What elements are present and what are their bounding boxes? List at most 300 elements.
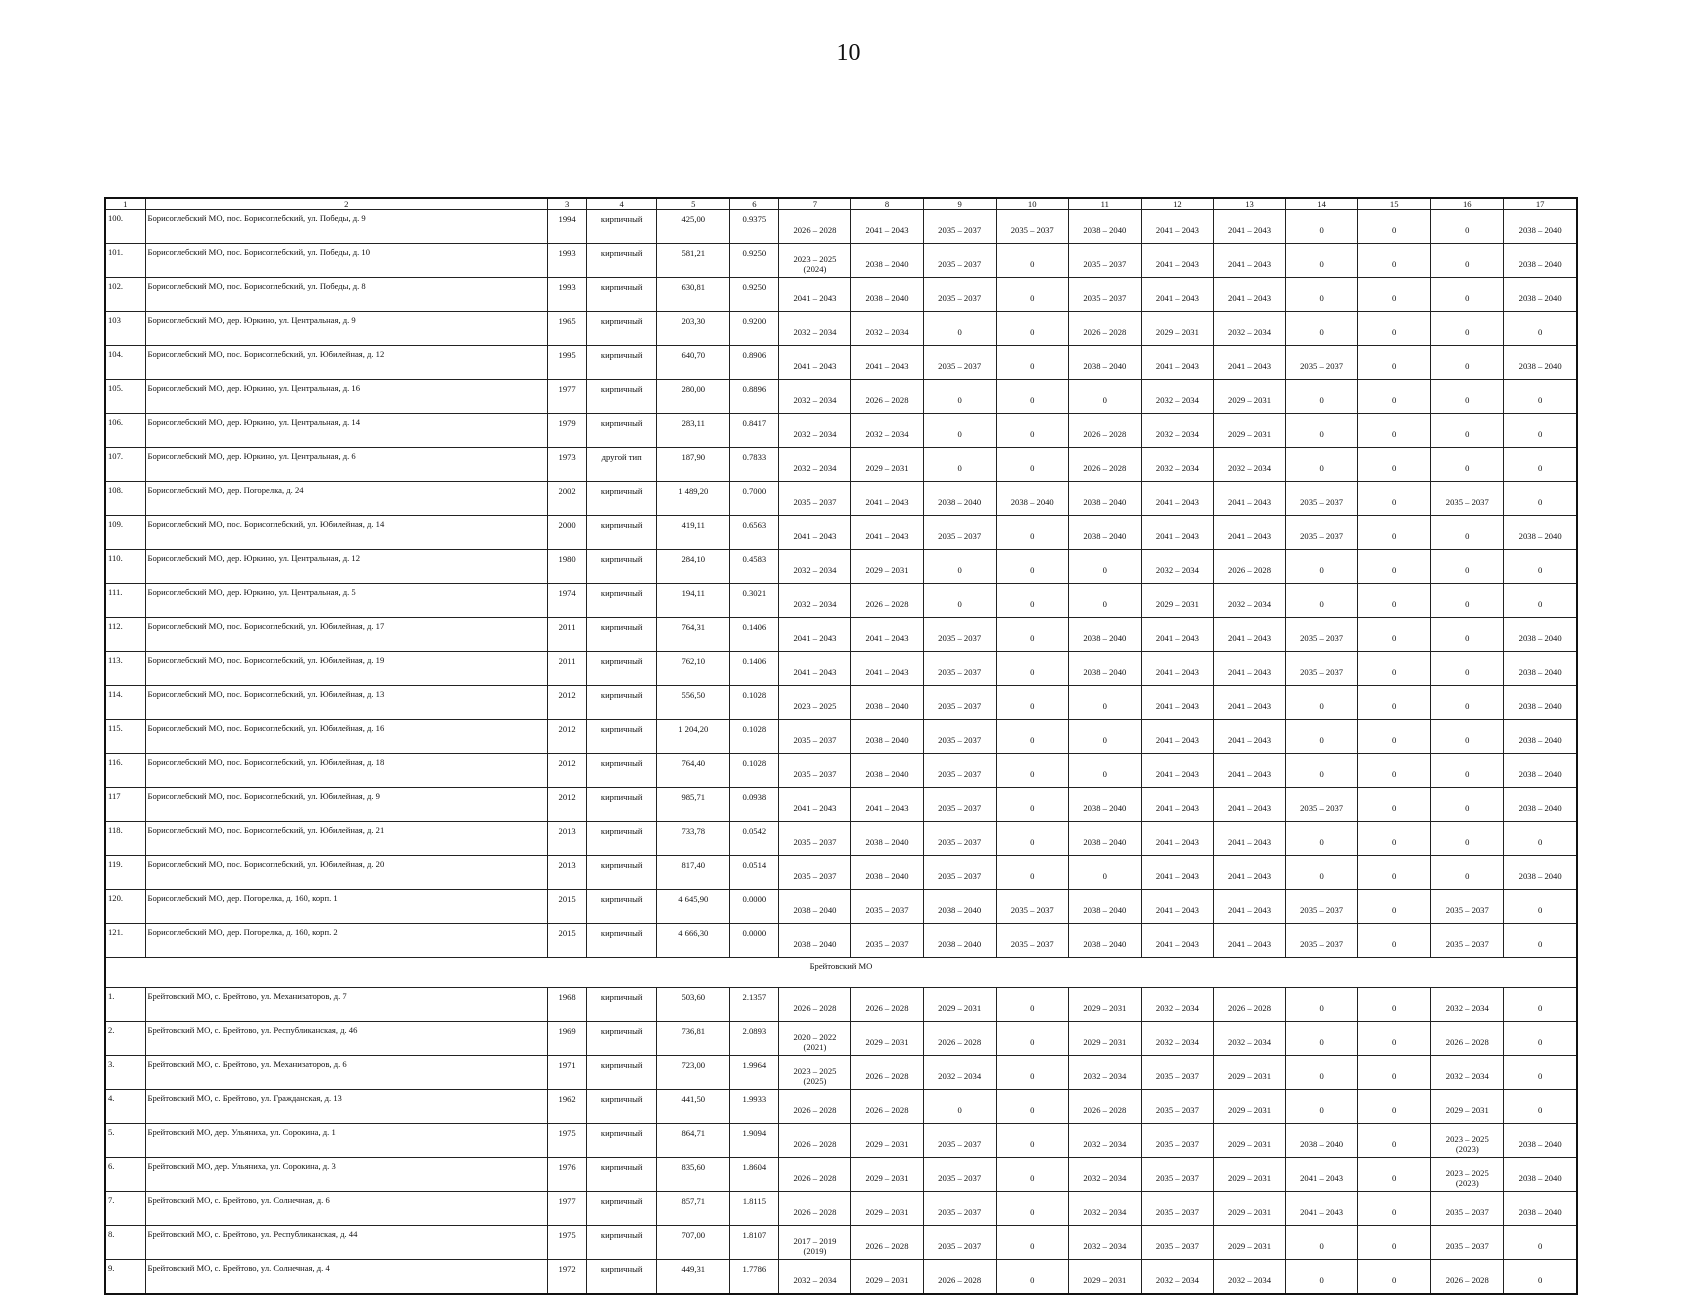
table-row <box>105 346 1577 380</box>
table-cell: 0 <box>1286 1260 1358 1295</box>
table-row <box>105 278 1577 312</box>
table-cell: 2035 – 2037 <box>1286 924 1358 958</box>
address-cell: Брейтовский МО, с. Брейтово, ул. Республиканская, д. 46 <box>145 1022 548 1056</box>
table-cell: кирпичный <box>587 686 657 720</box>
table-cell: 2041 – 2043 <box>1213 686 1285 720</box>
table-cell: 2032 – 2034 <box>1068 1158 1141 1192</box>
table-cell: 2035 – 2037 <box>1068 278 1141 312</box>
table-cell: 2038 – 2040 <box>851 244 923 278</box>
column-number: 15 <box>1358 198 1431 210</box>
table-cell: 0 <box>1431 618 1504 652</box>
table-cell: 2041 – 2043 <box>1213 516 1285 550</box>
table-cell: 0 <box>1504 822 1577 856</box>
address-cell: Борисоглебский МО, пос. Борисоглебский, ул. Юбилейная, д. 21 <box>145 822 548 856</box>
table-cell: 2035 – 2037 <box>1286 652 1358 686</box>
table-cell: 2041 – 2043 <box>1141 210 1213 244</box>
table-cell: 2011 <box>548 618 587 652</box>
table-cell: 2032 – 2034 <box>1213 448 1285 482</box>
table-cell: 2002 <box>548 482 587 516</box>
table-cell: 2032 – 2034 <box>1141 414 1213 448</box>
table-cell: 0 <box>1431 720 1504 754</box>
table-cell: 2041 – 2043 <box>1213 822 1285 856</box>
address-cell: Брейтовский МО, с. Брейтово, ул. Механизаторов, д. 7 <box>145 988 548 1022</box>
table-cell: 0 <box>1358 988 1431 1022</box>
table-cell: кирпичный <box>587 1260 657 1295</box>
table-cell: 2029 – 2031 <box>1213 380 1285 414</box>
table-cell: 2029 – 2031 <box>1068 1022 1141 1056</box>
table-cell: 2035 – 2037 <box>1141 1158 1213 1192</box>
table-cell: 0 <box>1286 244 1358 278</box>
table-cell: 2035 – 2037 <box>779 720 851 754</box>
table-cell: 2035 – 2037 <box>923 856 996 890</box>
table-cell: 2029 – 2031 <box>1068 988 1141 1022</box>
table-cell: кирпичный <box>587 1090 657 1124</box>
table-cell: 2013 <box>548 822 587 856</box>
table-cell: 2035 – 2037 <box>1141 1056 1213 1090</box>
table-cell: 4 645,90 <box>657 890 730 924</box>
table-cell: 0.0000 <box>730 890 779 924</box>
table-cell: 2032 – 2034 <box>779 414 851 448</box>
table-cell: 2035 – 2037 <box>996 924 1068 958</box>
table-cell: кирпичный <box>587 1226 657 1260</box>
table-cell: 2026 – 2028 <box>1068 312 1141 346</box>
table-cell: 2032 – 2034 <box>1141 380 1213 414</box>
table-cell: 2041 – 2043 <box>1141 652 1213 686</box>
table-row <box>105 448 1577 482</box>
table-cell: 2038 – 2040 <box>1068 822 1141 856</box>
address-cell: Борисоглебский МО, дер. Юркино, ул. Центральная, д. 5 <box>145 584 548 618</box>
table-cell: 2035 – 2037 <box>779 822 851 856</box>
table-cell: 0 <box>996 380 1068 414</box>
table-cell: 2029 – 2031 <box>851 1022 923 1056</box>
table-row <box>105 550 1577 584</box>
page-number: 10 <box>836 40 861 66</box>
table-cell: 2038 – 2040 <box>779 924 851 958</box>
table-cell: 2035 – 2037 <box>923 686 996 720</box>
table-cell: 0.8417 <box>730 414 779 448</box>
table-cell: 1971 <box>548 1056 587 1090</box>
table-cell: 0 <box>1358 1226 1431 1260</box>
table-row <box>105 988 1577 1022</box>
table-cell: 2041 – 2043 <box>1213 856 1285 890</box>
table-cell: 864,71 <box>657 1124 730 1158</box>
address-cell: Борисоглебский МО, дер. Юркино, ул. Центральная, д. 6 <box>145 448 548 482</box>
table-cell: 2026 – 2028 <box>851 1090 923 1124</box>
table-cell: 707,00 <box>657 1226 730 1260</box>
table-cell: 2020 – 2022 (2021) <box>779 1022 851 1056</box>
table-cell: 2038 – 2040 <box>1504 210 1577 244</box>
table-cell: 0 <box>1358 1158 1431 1192</box>
row-number: 118. <box>105 822 145 856</box>
address-cell: Борисоглебский МО, пос. Борисоглебский, ул. Юбилейная, д. 19 <box>145 652 548 686</box>
table-cell: 0 <box>1286 278 1358 312</box>
housing-table <box>104 197 1578 1295</box>
address-cell: Брейтовский МО, с. Брейтово, ул. Механизаторов, д. 6 <box>145 1056 548 1090</box>
table-cell: 0 <box>1286 856 1358 890</box>
table-cell: 0 <box>1504 414 1577 448</box>
table-cell: 630,81 <box>657 278 730 312</box>
table-cell: 556,50 <box>657 686 730 720</box>
table-cell: 2038 – 2040 <box>851 754 923 788</box>
table-cell: 0 <box>923 1090 996 1124</box>
table-cell: 2041 – 2043 <box>1213 924 1285 958</box>
row-number: 105. <box>105 380 145 414</box>
table-cell: 0 <box>1358 856 1431 890</box>
table-cell: 1979 <box>548 414 587 448</box>
table-cell: 2035 – 2037 <box>1068 244 1141 278</box>
table-cell: 2038 – 2040 <box>1504 516 1577 550</box>
table-cell: 2038 – 2040 <box>1068 346 1141 380</box>
table-cell: 2038 – 2040 <box>1504 1158 1577 1192</box>
table-cell: 2038 – 2040 <box>851 822 923 856</box>
table-row <box>105 1022 1577 1056</box>
table-cell: 2035 – 2037 <box>1431 890 1504 924</box>
table-cell: 0 <box>1286 686 1358 720</box>
table-cell: 0 <box>1504 482 1577 516</box>
table-cell: кирпичный <box>587 516 657 550</box>
table-cell: 0 <box>1504 1226 1577 1260</box>
table-cell: 2035 – 2037 <box>923 652 996 686</box>
table-cell: 419,11 <box>657 516 730 550</box>
table-cell: 2011 <box>548 652 587 686</box>
table-cell: 1.9964 <box>730 1056 779 1090</box>
table-cell: 2038 – 2040 <box>1068 210 1141 244</box>
table-cell: 2032 – 2034 <box>1141 988 1213 1022</box>
table-cell: 2032 – 2034 <box>779 448 851 482</box>
table-row <box>105 618 1577 652</box>
address-cell: Борисоглебский МО, пос. Борисоглебский, ул. Победы, д. 8 <box>145 278 548 312</box>
table-cell: 2041 – 2043 <box>1141 890 1213 924</box>
table-cell: 0.1028 <box>730 720 779 754</box>
table-cell: 2038 – 2040 <box>1068 516 1141 550</box>
table-cell: 2026 – 2028 <box>923 1022 996 1056</box>
table-cell: 1980 <box>548 550 587 584</box>
address-cell: Брейтовский МО, с. Брейтово, ул. Солнечная, д. 4 <box>145 1260 548 1295</box>
table-cell: 2035 – 2037 <box>1431 1226 1504 1260</box>
table-cell: 2023 – 2025 <box>779 686 851 720</box>
table-cell: 2026 – 2028 <box>779 1192 851 1226</box>
table-cell: 441,50 <box>657 1090 730 1124</box>
table-cell: 0 <box>1286 720 1358 754</box>
table-cell: 2041 – 2043 <box>1141 618 1213 652</box>
table-cell: 0 <box>1358 1056 1431 1090</box>
table-cell: 2041 – 2043 <box>851 618 923 652</box>
table-cell: кирпичный <box>587 278 657 312</box>
table-cell: 0 <box>1431 686 1504 720</box>
row-number: 107. <box>105 448 145 482</box>
table-cell: 2041 – 2043 <box>851 210 923 244</box>
table-cell: 2013 <box>548 856 587 890</box>
table-cell: 2041 – 2043 <box>779 618 851 652</box>
table-cell: 1.9933 <box>730 1090 779 1124</box>
column-number: 5 <box>657 198 730 210</box>
table-cell: кирпичный <box>587 618 657 652</box>
table-cell: 0 <box>1286 1056 1358 1090</box>
table-cell: 2038 – 2040 <box>1068 788 1141 822</box>
row-number: 102. <box>105 278 145 312</box>
table-cell: 2038 – 2040 <box>1504 788 1577 822</box>
row-number: 117 <box>105 788 145 822</box>
table-cell: 2012 <box>548 754 587 788</box>
column-number: 16 <box>1431 198 1504 210</box>
table-cell: 0 <box>996 346 1068 380</box>
table-cell: 2032 – 2034 <box>1141 550 1213 584</box>
table-cell: 2038 – 2040 <box>1286 1124 1358 1158</box>
table-cell: 2038 – 2040 <box>1504 1192 1577 1226</box>
table-cell: 0 <box>1431 822 1504 856</box>
table-cell: 2026 – 2028 <box>779 988 851 1022</box>
table-cell: 2038 – 2040 <box>1504 278 1577 312</box>
table-cell: 2038 – 2040 <box>996 482 1068 516</box>
table-cell: 0 <box>996 686 1068 720</box>
table-cell: 2041 – 2043 <box>1213 788 1285 822</box>
table-cell: кирпичный <box>587 210 657 244</box>
table-cell: 0 <box>996 822 1068 856</box>
table-cell: 0 <box>1358 244 1431 278</box>
table-cell: 0 <box>1431 856 1504 890</box>
table-cell: 2035 – 2037 <box>1141 1226 1213 1260</box>
table-cell: 2041 – 2043 <box>1141 346 1213 380</box>
column-number: 1 <box>105 198 145 210</box>
table-cell: 2032 – 2034 <box>1068 1124 1141 1158</box>
table-cell: 0 <box>996 278 1068 312</box>
table-cell: кирпичный <box>587 652 657 686</box>
table-cell: 723,00 <box>657 1056 730 1090</box>
table-cell: 640,70 <box>657 346 730 380</box>
table-cell: 194,11 <box>657 584 730 618</box>
table-cell: 2029 – 2031 <box>1431 1090 1504 1124</box>
table-cell: 2041 – 2043 <box>1141 788 1213 822</box>
table-cell: 2026 – 2028 <box>779 210 851 244</box>
table-cell: 1965 <box>548 312 587 346</box>
table-cell: 280,00 <box>657 380 730 414</box>
table-cell: 2029 – 2031 <box>851 1260 923 1295</box>
table-cell: 1975 <box>548 1124 587 1158</box>
table-cell: 1994 <box>548 210 587 244</box>
row-number: 3. <box>105 1056 145 1090</box>
row-number: 109. <box>105 516 145 550</box>
table-row <box>105 516 1577 550</box>
table-cell: 0 <box>1358 346 1431 380</box>
table-cell: 0 <box>996 448 1068 482</box>
table-cell: 0 <box>1431 516 1504 550</box>
table-cell: 0 <box>1068 584 1141 618</box>
table-cell: 2026 – 2028 <box>1068 1090 1141 1124</box>
table-cell: 2041 – 2043 <box>1141 244 1213 278</box>
table-cell: 2035 – 2037 <box>923 1124 996 1158</box>
address-cell: Борисоглебский МО, дер. Погорелка, д. 24 <box>145 482 548 516</box>
table-cell: 0 <box>996 754 1068 788</box>
table-cell: 2029 – 2031 <box>851 448 923 482</box>
table-cell: 0.8896 <box>730 380 779 414</box>
address-cell: Борисоглебский МО, дер. Погорелка, д. 160, корп. 1 <box>145 890 548 924</box>
table-cell: 764,40 <box>657 754 730 788</box>
table-cell: 0 <box>1358 788 1431 822</box>
table-row <box>105 1226 1577 1260</box>
row-number: 9. <box>105 1260 145 1295</box>
table-cell: другой тип <box>587 448 657 482</box>
table-cell: 2032 – 2034 <box>1068 1226 1141 1260</box>
table-cell: 2041 – 2043 <box>1213 244 1285 278</box>
table-cell: 0 <box>1286 1226 1358 1260</box>
table-cell: 2015 <box>548 924 587 958</box>
table-cell: 0 <box>1358 482 1431 516</box>
table-cell: 2035 – 2037 <box>1286 482 1358 516</box>
table-cell: 0 <box>1504 1056 1577 1090</box>
table-cell: 2029 – 2031 <box>1213 1226 1285 1260</box>
table-cell: 0 <box>1358 516 1431 550</box>
table-cell: 857,71 <box>657 1192 730 1226</box>
table-cell: 2032 – 2034 <box>779 550 851 584</box>
table-cell: 0 <box>1358 1090 1431 1124</box>
table-cell: 2029 – 2031 <box>923 988 996 1022</box>
table-cell: 1962 <box>548 1090 587 1124</box>
table-cell: 2041 – 2043 <box>779 346 851 380</box>
table-cell: 0 <box>996 652 1068 686</box>
column-number: 7 <box>779 198 851 210</box>
table-cell: 2041 – 2043 <box>1141 924 1213 958</box>
table-cell: 2035 – 2037 <box>1286 516 1358 550</box>
table-cell: 0.7000 <box>730 482 779 516</box>
table-cell: 2035 – 2037 <box>923 720 996 754</box>
table-cell: 2032 – 2034 <box>1141 1022 1213 1056</box>
table-cell: 0.9250 <box>730 278 779 312</box>
table-cell: 2035 – 2037 <box>1286 788 1358 822</box>
table-row <box>105 244 1577 278</box>
table-cell: 2038 – 2040 <box>779 890 851 924</box>
table-cell: 1968 <box>548 988 587 1022</box>
table-row <box>105 1260 1577 1295</box>
table-cell: 0 <box>996 1226 1068 1260</box>
address-cell: Брейтовский МО, дер. Ульяниха, ул. Сорокина, д. 3 <box>145 1158 548 1192</box>
table-cell: 0 <box>1286 1090 1358 1124</box>
table-cell: 2035 – 2037 <box>1431 1192 1504 1226</box>
table-row <box>105 1192 1577 1226</box>
table-cell: 2026 – 2028 <box>779 1124 851 1158</box>
table-cell: 2029 – 2031 <box>1213 414 1285 448</box>
table-cell: 2041 – 2043 <box>1141 754 1213 788</box>
table-cell: 2041 – 2043 <box>779 788 851 822</box>
table-cell: 0 <box>1431 584 1504 618</box>
table-row <box>105 210 1577 244</box>
table-cell: 0.1028 <box>730 686 779 720</box>
table-cell: 2038 – 2040 <box>851 686 923 720</box>
table-cell: 1976 <box>548 1158 587 1192</box>
table-cell: 2032 – 2034 <box>1141 1260 1213 1295</box>
table-cell: 0 <box>996 244 1068 278</box>
table-cell: 2.1357 <box>730 988 779 1022</box>
table-cell: 2029 – 2031 <box>1213 1158 1285 1192</box>
row-number: 113. <box>105 652 145 686</box>
table-cell: 0.1406 <box>730 652 779 686</box>
table-cell: 0 <box>1431 380 1504 414</box>
table-row <box>105 1090 1577 1124</box>
table-cell: кирпичный <box>587 754 657 788</box>
table-body <box>105 198 1577 1294</box>
table-cell: 0.3021 <box>730 584 779 618</box>
table-cell: 0 <box>1358 618 1431 652</box>
table-cell: 284,10 <box>657 550 730 584</box>
row-number: 108. <box>105 482 145 516</box>
table-cell: 0 <box>1504 1090 1577 1124</box>
table-cell: 2012 <box>548 720 587 754</box>
table-cell: кирпичный <box>587 482 657 516</box>
table-cell: 2041 – 2043 <box>1141 856 1213 890</box>
table-cell: 0 <box>1431 210 1504 244</box>
table-cell: 0 <box>1358 312 1431 346</box>
table-cell: 2041 – 2043 <box>1141 720 1213 754</box>
table-cell: 1.8115 <box>730 1192 779 1226</box>
table-cell: 0.9250 <box>730 244 779 278</box>
table-cell: 2029 – 2031 <box>1068 1260 1141 1295</box>
table-cell: 2026 – 2028 <box>851 988 923 1022</box>
table-cell: 0.0514 <box>730 856 779 890</box>
table-cell: кирпичный <box>587 584 657 618</box>
table-cell: 0 <box>1358 890 1431 924</box>
address-cell: Борисоглебский МО, пос. Борисоглебский, ул. Юбилейная, д. 17 <box>145 618 548 652</box>
table-row <box>105 822 1577 856</box>
table-cell: 2026 – 2028 <box>1068 414 1141 448</box>
table-cell: 2038 – 2040 <box>1504 720 1577 754</box>
table-cell: 2041 – 2043 <box>1213 754 1285 788</box>
table-cell: 2029 – 2031 <box>851 550 923 584</box>
table-cell: 0 <box>1286 380 1358 414</box>
table-cell: 0 <box>996 1090 1068 1124</box>
table-cell: 2035 – 2037 <box>923 618 996 652</box>
table-cell: 2035 – 2037 <box>923 822 996 856</box>
table-cell: 2038 – 2040 <box>1068 924 1141 958</box>
table-cell: 2026 – 2028 <box>923 1260 996 1295</box>
table-cell: 2041 – 2043 <box>1141 482 1213 516</box>
table-cell: кирпичный <box>587 720 657 754</box>
table-cell: 0 <box>1358 584 1431 618</box>
address-cell: Борисоглебский МО, пос. Борисоглебский, ул. Юбилейная, д. 13 <box>145 686 548 720</box>
table-cell: 2035 – 2037 <box>1141 1124 1213 1158</box>
table-cell: 2038 – 2040 <box>1504 346 1577 380</box>
table-cell: 0 <box>1431 550 1504 584</box>
table-cell: кирпичный <box>587 1158 657 1192</box>
table-cell: 2032 – 2034 <box>851 312 923 346</box>
table-cell: 2017 – 2019 (2019) <box>779 1226 851 1260</box>
table-cell: 2035 – 2037 <box>1431 924 1504 958</box>
table-cell: 2035 – 2037 <box>1286 618 1358 652</box>
table-cell: 2032 – 2034 <box>1431 1056 1504 1090</box>
row-number: 100. <box>105 210 145 244</box>
table-cell: 2026 – 2028 <box>1213 550 1285 584</box>
table-cell: 2041 – 2043 <box>1141 686 1213 720</box>
column-number: 13 <box>1213 198 1285 210</box>
column-number: 12 <box>1141 198 1213 210</box>
table-cell: 0 <box>1358 1022 1431 1056</box>
table-cell: кирпичный <box>587 346 657 380</box>
table-row <box>105 482 1577 516</box>
table-cell: 2026 – 2028 <box>779 1090 851 1124</box>
table-cell: 0 <box>1358 1192 1431 1226</box>
table-cell: 2029 – 2031 <box>851 1124 923 1158</box>
table-cell: 0 <box>1358 380 1431 414</box>
housing-table-sheet <box>104 197 1578 1295</box>
column-number: 10 <box>996 198 1068 210</box>
table-cell: 0 <box>996 720 1068 754</box>
table-cell: 2032 – 2034 <box>1213 312 1285 346</box>
table-cell: кирпичный <box>587 856 657 890</box>
table-cell: 2029 – 2031 <box>1213 1124 1285 1158</box>
table-cell: 2012 <box>548 788 587 822</box>
table-cell: 2038 – 2040 <box>1068 618 1141 652</box>
table-cell: 2023 – 2025 (2023) <box>1431 1158 1504 1192</box>
table-cell: 2041 – 2043 <box>1141 278 1213 312</box>
table-cell: 0 <box>1504 988 1577 1022</box>
